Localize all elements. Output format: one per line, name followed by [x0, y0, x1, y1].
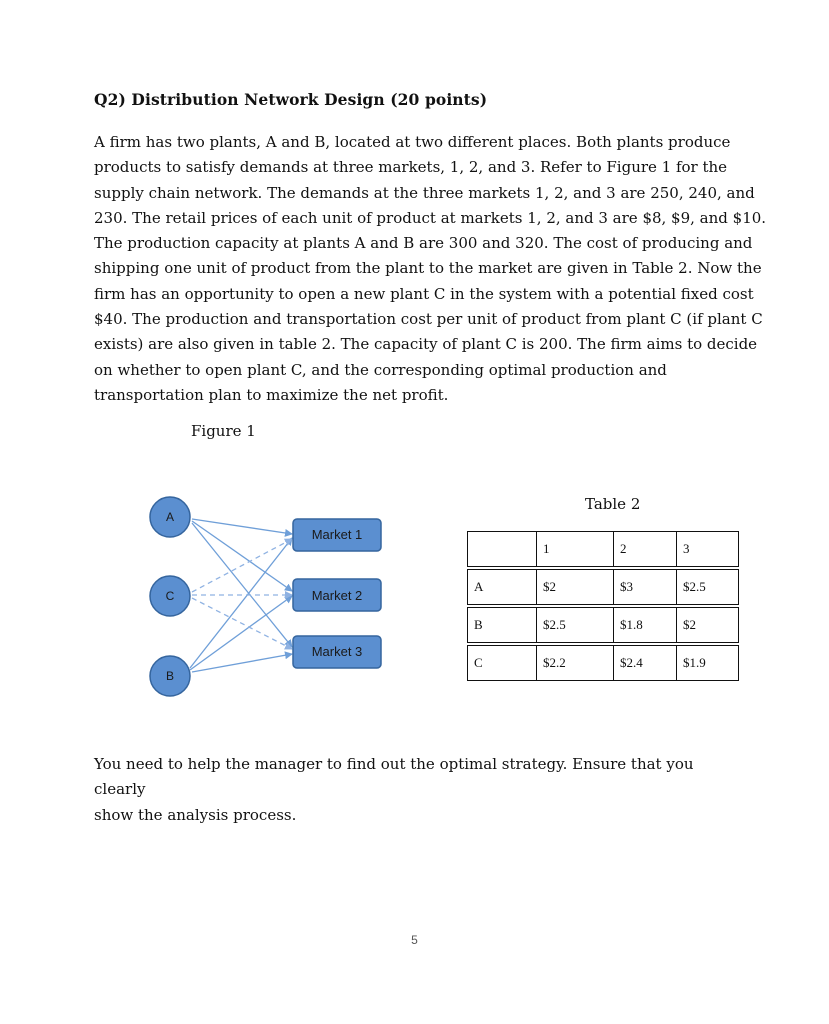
market-node-1 — [293, 519, 381, 551]
table-row — [468, 646, 739, 681]
cost-table — [467, 531, 739, 681]
table-cell: $2.4 — [614, 646, 677, 681]
table-2-caption: Table 2 — [585, 495, 641, 513]
market-node-2 — [293, 579, 381, 611]
table-row — [468, 570, 739, 605]
paragraph-line: transportation plan to maximize the net profit. — [94, 385, 449, 404]
problem-paragraph — [94, 130, 767, 408]
edge-b-market2 — [190, 596, 292, 670]
table-cell: $1.8 — [614, 608, 677, 643]
table-row — [468, 608, 739, 643]
paragraph-line: $40. The production and transportation cost per unit of product from plant C (if plant C — [94, 310, 763, 329]
paragraph-line: 230. The retail prices of each unit of product at markets 1, 2, and 3 are $8, $9, and $10. — [94, 208, 767, 227]
edge-b-market1 — [190, 538, 292, 668]
table-cell: $2.5 — [537, 608, 614, 643]
paragraph-line: shipping one unit of product from the plant to the market are given in Table 2. Now the — [94, 259, 762, 278]
plant-label-c: C — [165, 589, 175, 603]
market-label-1: Market 1 — [311, 527, 363, 542]
plant-node-c — [150, 576, 190, 616]
table-cell — [468, 532, 537, 567]
market-label-2: Market 2 — [311, 588, 363, 603]
paragraph-line: supply chain network. The demands at the three markets 1, 2, and 3 are 250, 240, and — [94, 183, 755, 202]
table-cell: $2.2 — [537, 646, 614, 681]
table-cell: $2 — [677, 608, 739, 643]
plant-label-b: B — [165, 669, 175, 683]
table-cell: 3 — [677, 532, 739, 567]
supply-chain-network-diagram — [140, 495, 400, 710]
edge-c-market3 — [192, 598, 292, 649]
plant-node-b — [150, 656, 190, 696]
table-cell: B — [468, 608, 537, 643]
closing-line: show the analysis process. — [94, 805, 297, 824]
closing-paragraph — [94, 752, 744, 828]
edge-a-market3 — [192, 523, 292, 647]
edge-b-market3 — [192, 654, 292, 672]
paragraph-line: exists) are also given in table 2. The capacity of plant C is 200. The firm aims to decide — [94, 335, 758, 354]
paragraph-line: products to satisfy demands at three markets, 1, 2, and 3. Refer to Figure 1 for the — [94, 158, 728, 177]
table-cell: $3 — [614, 570, 677, 605]
closing-line: You need to help the manager to find out the optimal strategy. Ensure that you clearly — [94, 755, 694, 799]
paragraph-line: firm has an opportunity to open a new plant C in the system with a potential fixed cost — [94, 284, 754, 303]
paragraph-line: A firm has two plants, A and B, located at two different places. Both plants produce — [94, 133, 731, 151]
paragraph-line: on whether to open plant C, and the corresponding optimal production and — [94, 360, 667, 379]
market-label-3: Market 3 — [311, 644, 363, 659]
market-node-3 — [293, 636, 381, 668]
paragraph-line: The production capacity at plants A and B are 300 and 320. The cost of producing and — [94, 234, 753, 253]
table-cell: $2 — [537, 570, 614, 605]
table-cell: $2.5 — [677, 570, 739, 605]
figure-1-caption: Figure 1 — [191, 422, 256, 440]
plant-label-a: A — [165, 510, 175, 524]
plant-node-a — [150, 497, 190, 537]
table-cell: C — [468, 646, 537, 681]
table-cell: 2 — [614, 532, 677, 567]
question-title: Q2) Distribution Network Design (20 points) — [94, 90, 488, 109]
table-cell: $1.9 — [677, 646, 739, 681]
table-cell: 1 — [537, 532, 614, 567]
table-header-row — [468, 532, 739, 567]
page-number: 5 — [411, 933, 418, 947]
table-cell: A — [468, 570, 537, 605]
